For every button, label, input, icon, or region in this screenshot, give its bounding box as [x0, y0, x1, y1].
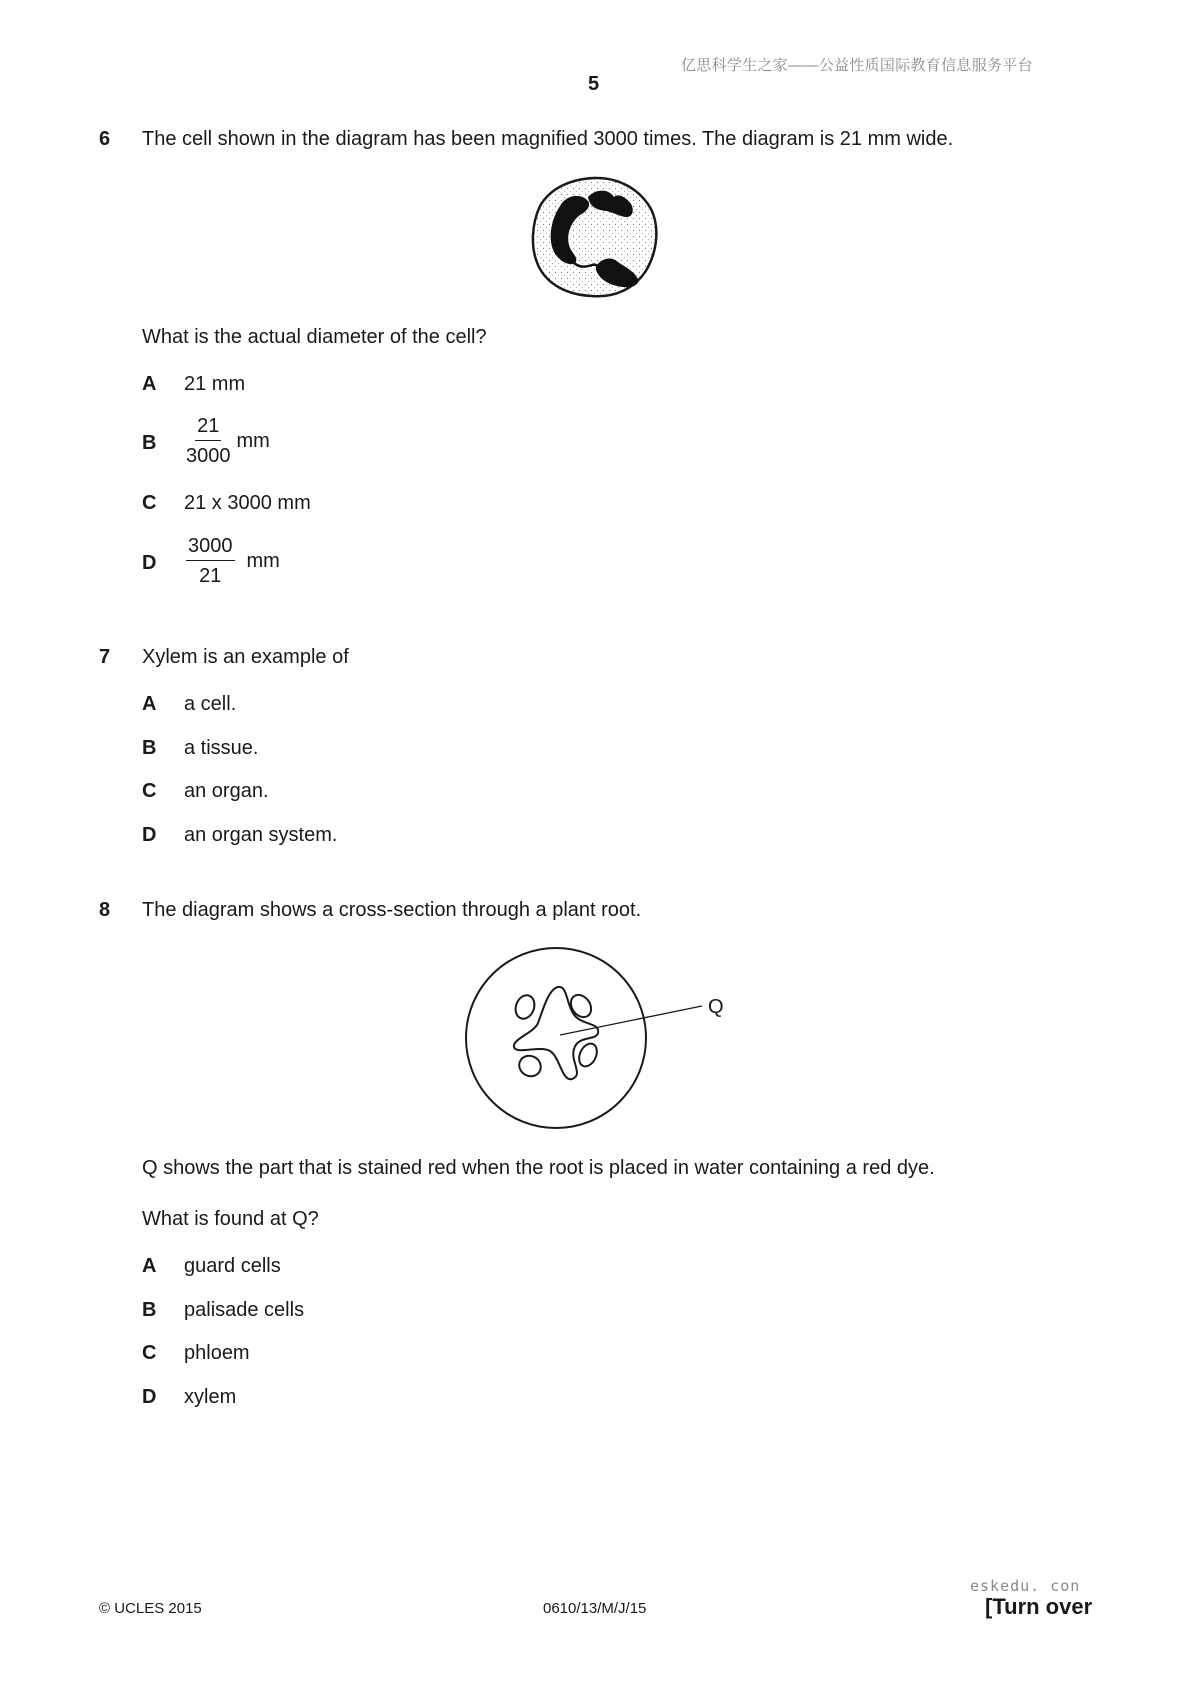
page-number: 5	[588, 73, 600, 95]
root-cross-section-diagram	[460, 945, 740, 1135]
xylem-star	[514, 987, 598, 1079]
question-8-prompt: What is found at Q?	[142, 1208, 319, 1230]
q7-option-c-text: an organ.	[184, 780, 269, 802]
q7-option-b-text: a tissue.	[184, 737, 259, 759]
copyright: © UCLES 2015	[99, 1600, 202, 1617]
q7-option-a-letter[interactable]: A	[142, 693, 157, 715]
phloem-group-top-right	[567, 991, 596, 1021]
q7-option-d-letter[interactable]: D	[142, 824, 157, 846]
q7-option-d-text: an organ system.	[184, 824, 338, 846]
q6-option-b-unit: mm	[236, 429, 270, 452]
q7-option-c-letter[interactable]: C	[142, 780, 157, 802]
root-outline	[466, 948, 646, 1128]
q6-option-b-denominator: 3000	[186, 445, 231, 467]
q6-option-b-letter[interactable]: B	[142, 432, 157, 454]
q8-option-a-text: guard cells	[184, 1255, 281, 1277]
q6-option-a-text: 21 mm	[184, 373, 246, 395]
q8-option-c-text: phloem	[184, 1342, 250, 1364]
question-6-number: 6	[99, 128, 111, 150]
phloem-group-top-left	[512, 993, 537, 1022]
q8-option-d-letter[interactable]: D	[142, 1386, 157, 1408]
q6-option-d-letter[interactable]: D	[142, 552, 157, 574]
q7-option-a-text: a cell.	[184, 693, 237, 715]
question-8-statement: Q shows the part that is stained red when the root is placed in water containing a red dye.	[142, 1157, 935, 1179]
q8-option-b-text: palisade cells	[184, 1299, 305, 1321]
turn-over: [Turn over	[985, 1594, 1093, 1619]
q6-option-c-letter[interactable]: C	[142, 492, 157, 514]
paper-code: 0610/13/M/J/15	[543, 1600, 647, 1617]
question-6-text: The cell shown in the diagram has been magnified 3000 times. The diagram is 21 mm wide.	[142, 128, 954, 150]
q8-option-c-letter[interactable]: C	[142, 1342, 157, 1364]
question-7-text: Xylem is an example of	[142, 646, 349, 668]
question-6-prompt: What is the actual diameter of the cell?	[142, 326, 487, 348]
q8-option-d-text: xylem	[184, 1386, 237, 1408]
q6-option-b-fraction	[186, 415, 270, 467]
question-8-text: The diagram shows a cross-section through a plant root.	[142, 899, 642, 921]
question-8-number: 8	[99, 899, 111, 921]
q7-option-b-letter[interactable]: B	[142, 737, 157, 759]
q6-option-d-denominator: 21	[199, 565, 222, 587]
q8-option-a-letter[interactable]: A	[142, 1255, 157, 1277]
label-q: Q	[708, 996, 724, 1018]
q6-option-d-fraction	[186, 535, 280, 587]
q6-option-d-numerator: 3000	[186, 535, 235, 561]
q8-option-b-letter[interactable]: B	[142, 1299, 157, 1321]
question-7-number: 7	[99, 646, 111, 668]
q6-option-c-text: 21 x 3000 mm	[184, 492, 311, 514]
cell-diagram	[530, 175, 660, 300]
phloem-group-bottom-right	[576, 1041, 601, 1070]
watermark-text: 亿思科学生之家——公益性质国际教育信息服务平台	[681, 57, 1033, 74]
site-watermark: eskedu. con	[970, 1577, 1081, 1595]
q6-option-b-numerator: 21	[195, 415, 221, 441]
q6-option-a-letter[interactable]: A	[142, 373, 157, 395]
q6-option-d-unit: mm	[246, 549, 280, 572]
phloem-group-bottom-left	[515, 1052, 544, 1080]
